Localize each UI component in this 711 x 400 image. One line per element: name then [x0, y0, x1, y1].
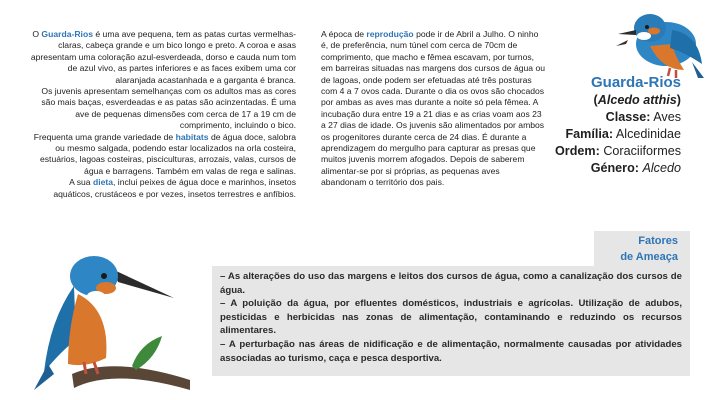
threats-title-line-1: Fatores	[638, 235, 678, 247]
family-row: Família: Alcedinidae	[565, 127, 681, 141]
reproduction-keyword: reprodução	[366, 29, 414, 39]
threats-header	[594, 231, 690, 267]
threat-item-2: – A poluição da água, por efluentes domésticos, industriais e agrícolas. Utilização de adubos, pesticidas e herbicidas nas zonas de alimentação, contaminando e reduzindo os recursos alimentares.	[220, 298, 682, 337]
species-scientific-name: (Alcedo atthis)	[593, 93, 681, 107]
threat-item-3: – A perturbação nas áreas de nidificação e de alimentação, normalmente causadas por atividades associadas ao turismo, caça e pesca desportiva.	[220, 338, 682, 364]
species-card	[511, 73, 681, 177]
order-row: Ordem: Coraciiformes	[555, 144, 681, 158]
kingfisher-illustration-top	[614, 4, 706, 82]
diet-keyword: dieta	[92, 177, 114, 188]
class-row: Classe: Aves	[605, 110, 681, 124]
threats-title-line-2: de Ameaça	[620, 251, 678, 263]
habitat-keyword: habitats	[175, 131, 209, 142]
diet-paragraph: A sua dieta, inclui peixes de água doce e marinhos, insetos aquáticos, crustáceos e por vezes, insetos terrestres e anfíbios.	[53, 177, 296, 199]
description-paragraph-1: O Guarda-Rios é uma ave pequena, tem as patas curtas vermelhas-claras, cabeça grande e um bico longo e preto. A coroa e asas apresentam uma coloração azul-esverdeada, dorso e cauda num tom de azul vivo, as partes inferiores e as faces exibem uma cor alaranjada acastanhada e a garganta é branca.	[30, 29, 296, 85]
species-common-name: Guarda-Rios	[590, 74, 681, 91]
habitat-paragraph: Frequenta uma grande variedade de habitats de água doce, salobra ou mesmo salgada, podendo estar localizados na orla costeira, estuários, lagoas costeiras, pisciculturas, arrozais, valas, cursos de água e barragens. Também em valas de rega e salinas.	[33, 131, 296, 176]
description-paragraph-2: Os juvenis apresentam semelhanças com os adultos mas as cores são mais baças, esverdeadas e as patas são acinzentadas. É uma ave de pequenas dimensões com cerca de 17 a 19 cm de comprimento, incluindo o bico.	[41, 86, 296, 131]
reproduction-paragraph: A época de reprodução pode ir de Abril a Julho. O ninho é, de preferência, num túnel com cerca de 70cm de comprimento, que macho e fêmea escavam, por turnos, em barreiras situadas nas margens dos cursos de água ou de lagoas, onde podem ser efetuadas até três posturas com 4 a 7 ovos cada. Durante o dia os ovos são chocados por ambas as aves mas durante a noite só pela fêmea. A incubação dura entre 19 a 21 dias e as crias voam aos 23 a 27 dias de idade. Os juvenis são alimentados por ambos os progenitores durante cerca de 24 dias. É durante a aprendizagem do mergulho para capturar as presas que muitos juvenis morrem afogados. Depois de saberem alimentar-se por si próprias, as pequenas aves abandonam o território dos pais.	[321, 29, 546, 188]
genus-row: Género: Alcedo	[590, 161, 681, 175]
threats-box	[212, 266, 690, 376]
threat-item-1: – As alterações do uso das margens e leitos dos cursos de água, como a canalização dos cursos de água.	[220, 271, 682, 296]
bird-name-highlight: Guarda-Rios	[41, 29, 93, 39]
description-column	[30, 29, 296, 200]
kingfisher-illustration-branch	[14, 240, 194, 400]
